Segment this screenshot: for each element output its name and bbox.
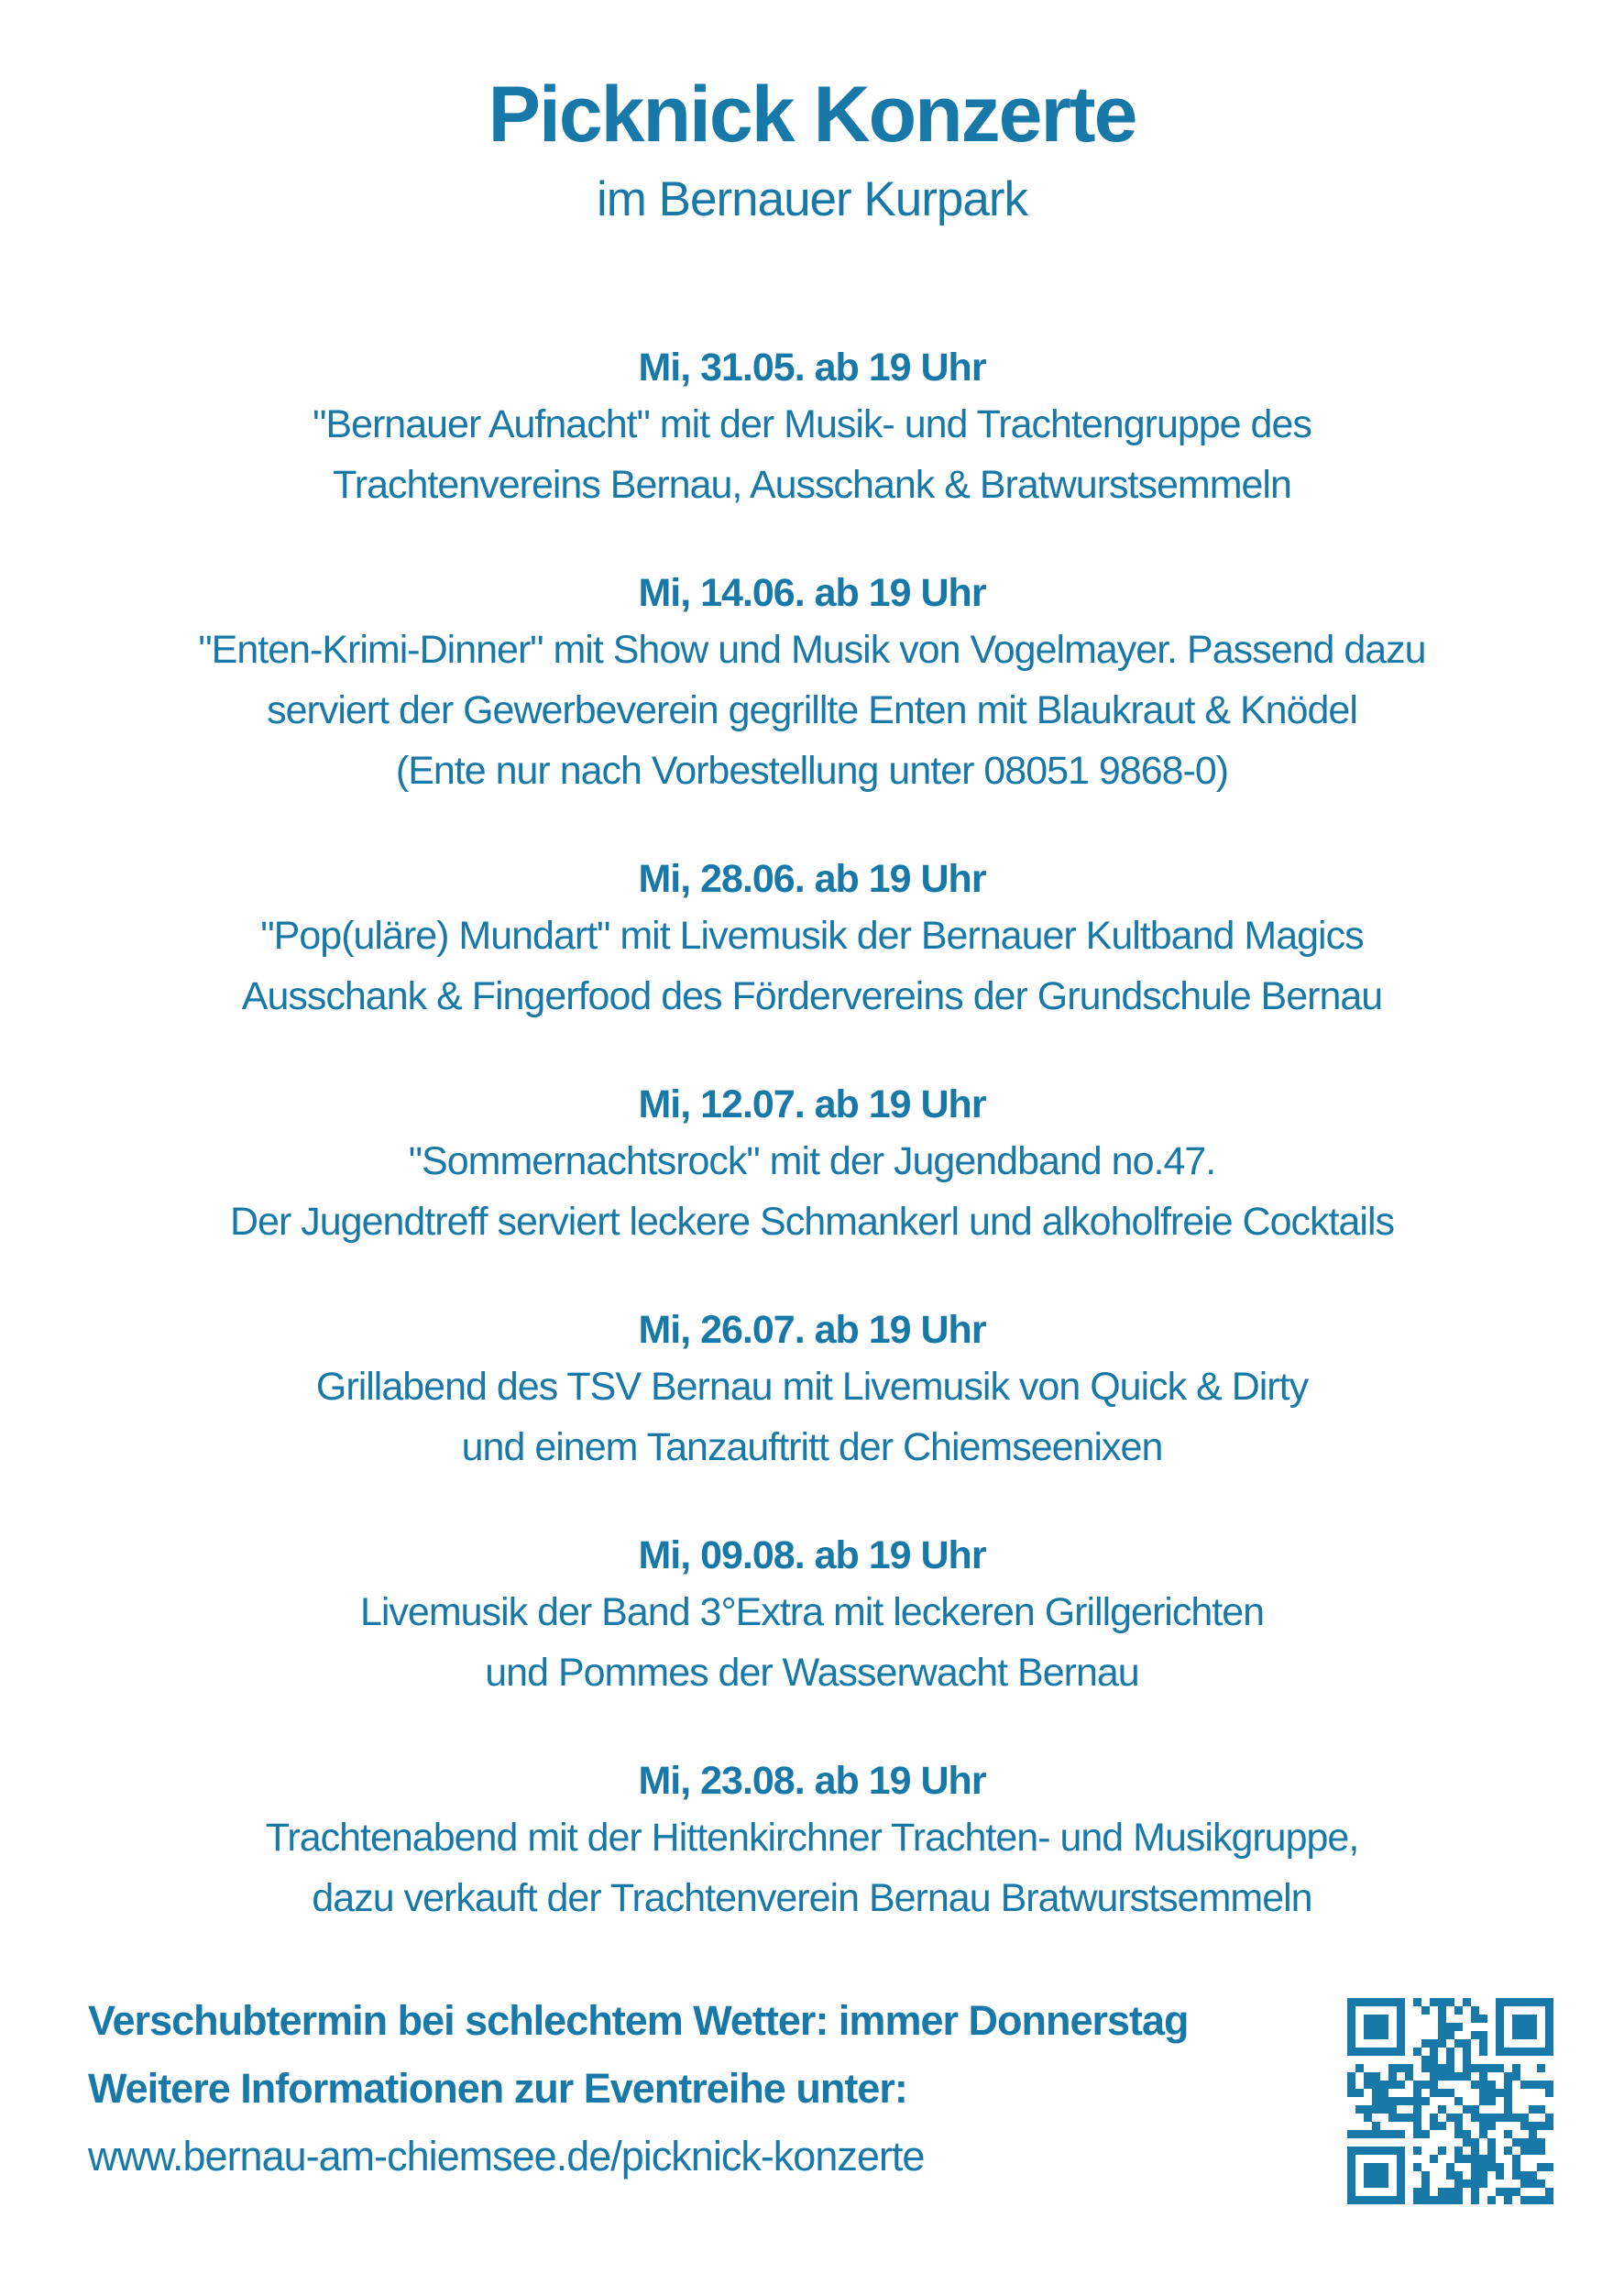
event-date: Mi, 14.06. ab 19 Uhr (638, 571, 986, 615)
poster-header (0, 71, 1624, 227)
footer-weather-note: Verschubtermin bei schlechtem Wetter: immer Donnerstag (88, 1997, 1189, 2044)
event-block (0, 1303, 1624, 1477)
event-line: serviert der Gewerbeverein gegrillte Enten mit Blaukraut & Knödel (267, 688, 1357, 732)
event-line: "Enten-Krimi-Dinner" mit Show und Musik von Vogelmayer. Passend dazu (198, 628, 1426, 672)
event-date: Mi, 09.08. ab 19 Uhr (638, 1533, 986, 1577)
page-title: Picknick Konzerte (488, 71, 1136, 159)
event-date: Mi, 23.08. ab 19 Uhr (638, 1759, 986, 1803)
event-block (0, 852, 1624, 1027)
event-list (0, 341, 1624, 1980)
event-line: "Pop(uläre) Mundart" mit Livemusik der Bernauer Kultband Magics (260, 914, 1364, 958)
event-line: Der Jugendtreff serviert leckere Schmankerl und alkoholfreie Cocktails (230, 1200, 1394, 1244)
event-line: und einem Tanzauftritt der Chiemseenixen (461, 1425, 1163, 1469)
footer-info (88, 1987, 1316, 2191)
event-line: Trachtenabend mit der Hittenkirchner Trachten- und Musikgruppe, (265, 1816, 1359, 1860)
event-line: Grillabend des TSV Bernau mit Livemusik von Quick & Dirty (315, 1365, 1309, 1409)
event-block (0, 341, 1624, 515)
website-url: www.bernau-am-chiemsee.de/picknick-konzerte (88, 2133, 925, 2180)
page-subtitle: im Bernauer Kurpark (597, 171, 1027, 226)
event-line: "Bernauer Aufnacht" mit der Musik- und Trachtengruppe des (313, 402, 1311, 446)
event-line: Livemusik der Band 3°Extra mit leckeren Grillgerichten (359, 1590, 1265, 1634)
event-block (0, 1078, 1624, 1252)
event-block (0, 566, 1624, 801)
event-line: dazu verkauft der Trachtenverein Bernau Bratwurstsemmeln (312, 1876, 1312, 1920)
event-block (0, 1529, 1624, 1703)
qr-code (1347, 1998, 1553, 2204)
event-block (0, 1754, 1624, 1928)
event-line: Ausschank & Fingerfood des Fördervereins der Grundschule Bernau (241, 974, 1383, 1018)
event-date: Mi, 31.05. ab 19 Uhr (638, 346, 986, 390)
event-date: Mi, 28.06. ab 19 Uhr (638, 857, 986, 901)
event-line: (Ente nur nach Vorbestellung unter 08051 9868-0) (395, 749, 1229, 793)
footer-more-info-label: Weitere Informationen zur Eventreihe unter: (88, 2065, 907, 2112)
event-line: und Pommes der Wasserwacht Bernau (485, 1651, 1139, 1695)
event-line: Trachtenvereins Bernau, Ausschank & Bratwurstsemmeln (333, 463, 1291, 507)
event-date: Mi, 12.07. ab 19 Uhr (638, 1082, 986, 1126)
event-date: Mi, 26.07. ab 19 Uhr (638, 1308, 986, 1352)
event-line: "Sommernachtsrock" mit der Jugendband no.47. (408, 1139, 1216, 1183)
